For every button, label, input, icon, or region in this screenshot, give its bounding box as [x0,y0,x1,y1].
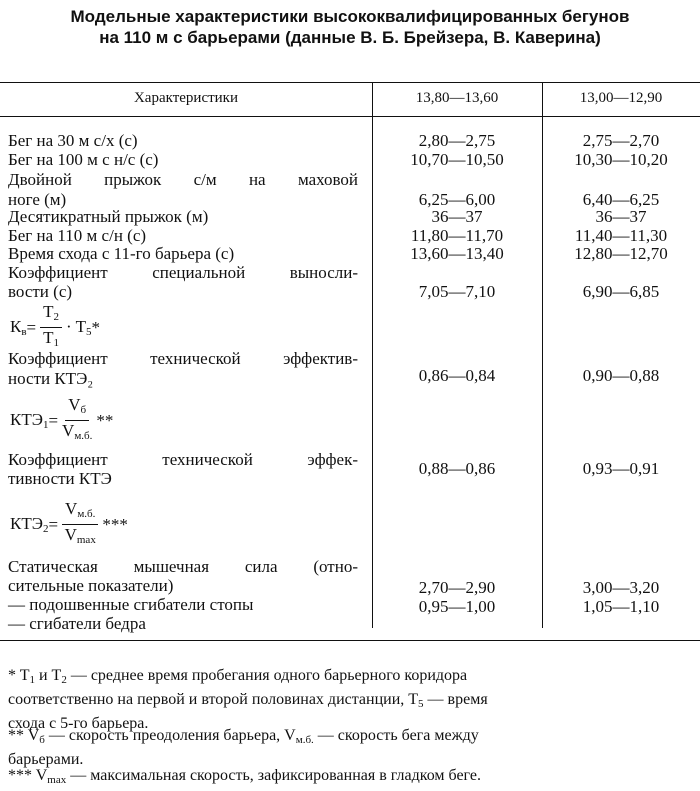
row-label: Бег на 100 м с н/с (с) [8,150,159,169]
row-label: Коэффициент технической эффектив- [8,349,358,368]
footnote-2-line-2: барьерами. [8,751,84,768]
row-label: Коэффициент технической эффек- [8,450,358,469]
table-title [0,6,700,48]
row-label: Коэффициент специальной выносли- [8,263,358,282]
row-label-cont: ноге (м) [8,190,67,209]
formula-kte1-lhs: $КТЭ_1$ [10,410,49,431]
row-value-2: 12,80—12,70 [574,244,668,263]
fraction: $\frac{T_2}{T_1}$ [40,303,62,352]
row-label: Время схода с 11-го барьера (с) [8,244,235,263]
footnote-2 [8,726,696,769]
formula-kv [10,303,100,352]
row-value-1: 36—37 [431,207,483,226]
row-value-2: 10,30—10,20 [574,150,668,169]
footnote-1 [8,666,696,733]
row-value-2: 1,05—1,10 [582,597,660,616]
fraction: $\frac{V_б}{V_{м.б.}}$ [62,395,93,442]
row-value-2: 0,93—0,91 [582,459,660,478]
table-top-rule [0,82,700,83]
footnote-marker: *** [102,514,128,534]
row-value-1: 11,80—11,70 [410,226,504,245]
header-group-2: 13,00—12,90 [579,90,663,106]
footnote-1-line-1: * $T_1$ и $T_2$ — среднее время пробегания одного барьерного коридора [8,667,468,686]
row-value-2: 6,40—6,25 [582,190,660,209]
footnote-3-line-1: *** $V_{max}$ — максимальная скорость, зафиксированная в гладком беге. [8,767,482,786]
row-value-2: 0,90—0,88 [582,366,660,385]
formula-kte2-lhs: $КТЭ_2$ [10,514,49,535]
row-label-cont: ности КТЭ₂ [8,369,94,388]
row-label: — сгибатели бедра [8,614,146,633]
row-label-cont: тивности КТЭ [8,469,112,488]
equals-sign: = [48,514,59,534]
formula-kv-lhs: $К_в$ [10,317,27,338]
formula-kv-tail: · $T_5$ [66,317,92,338]
footnote-2-line-1: ** $V_б$ — скорость преодоления барьера, $V_{м.б.}$ — скорость бега между [8,727,479,746]
row-value-2: 36—37 [595,207,647,226]
row-label: — подошвенные сгибатели стопы [8,595,254,614]
title-line-2: на 110 м с барьерами (данные В. Б. Брейзера, В. Каверина) [99,28,601,47]
row-value-1: 0,95—1,00 [418,597,496,616]
footnote-1-line-2: соответственно на первой и второй половинах дистанции, $T_5$ — время [8,691,488,710]
row-value-2: 6,90—6,85 [582,282,660,301]
header-rule [0,116,700,117]
footnote-marker: ** [96,410,114,430]
row-value-1: 2,70—2,90 [418,578,496,597]
row-label: Бег на 110 м с/н (с) [8,226,147,245]
formula-kte1 [10,396,113,445]
row-value-1: 10,70—10,50 [410,150,504,169]
row-value-1: 0,88—0,86 [418,459,496,478]
row-label: Десятикратный прыжок (м) [8,207,209,226]
row-value-2: 11,40—11,30 [574,226,668,245]
row-value-1: 7,05—7,10 [418,282,496,301]
header-group-1: 13,80—13,60 [415,90,499,106]
row-label-cont: сительные показатели) [8,576,174,595]
footnote-1-line-3: схода с 5-го барьера. [8,715,149,732]
equals-sign: = [48,410,59,430]
table-bottom-rule [0,640,700,641]
row-label: Статическая мышечная сила (отно- [8,557,358,576]
row-label-cont: вости (с) [8,282,73,301]
title-line-1: Модельные характеристики высококвалифицированных бегунов [70,7,630,26]
row-value-2: 2,75—2,70 [582,131,660,150]
row-label: Бег на 30 м с/х (с) [8,131,138,150]
row-value-1: 6,25—6,00 [418,190,496,209]
row-value-2: 3,00—3,20 [582,578,660,597]
row-label: Двойной прыжок с/м на маховой [8,170,358,189]
header-characteristics: Характеристики [133,90,239,106]
row-value-1: 2,80—2,75 [418,131,496,150]
row-value-1: 13,60—13,40 [410,244,504,263]
equals-sign: = [26,317,37,337]
row-value-1: 0,86—0,84 [418,366,496,385]
fraction: $\frac{V_{м.б.}}{V_{max}}$ [62,500,98,549]
footnote-marker: * [91,317,101,337]
footnote-3 [8,766,696,790]
formula-kte2 [10,500,128,549]
